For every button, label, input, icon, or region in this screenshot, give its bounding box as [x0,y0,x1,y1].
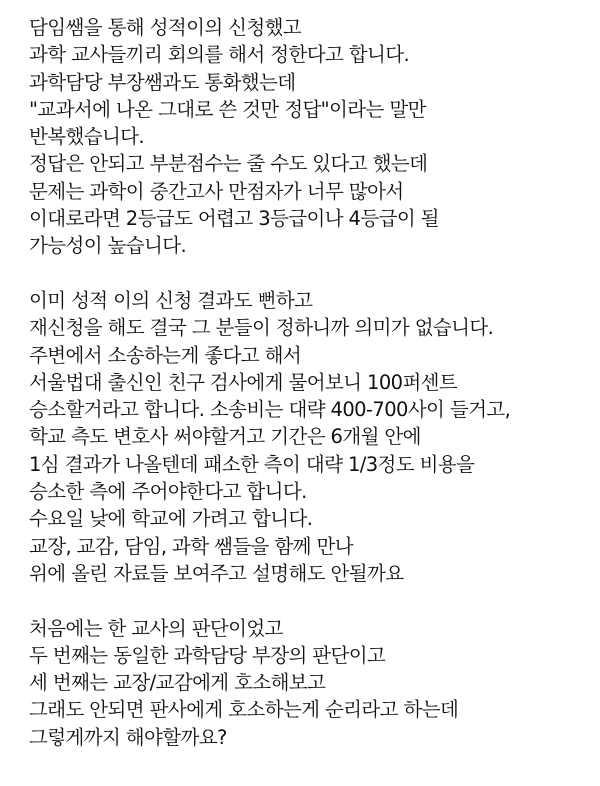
text-line: 두 번째는 동일한 과학담당 부장의 판단이고 [29,643,386,667]
text-line: 정답은 안되고 부분점수는 줄 수도 있다고 했는데 [29,152,428,176]
paragraph [29,287,589,587]
text-line: 서울법대 출신인 친구 검사에게 물어보니 100퍼센트 [29,370,458,394]
text-line: 주변에서 소송하는게 좋다고 해서 [29,343,302,367]
text-line: 수요일 낮에 학교에 가려고 합니다. [29,507,313,531]
text-line: 과학 교사들끼리 회의를 해서 정한다고 합니다. [29,43,410,67]
text-line: "교과서에 나온 그대로 쓴 것만 정답"이라는 말만 [29,97,426,121]
text-line: 이대로라면 2등급도 어렵고 3등급이나 4등급이 될 [29,207,439,231]
text-line: 교장, 교감, 담임, 과학 쌤들을 함께 만나 [29,534,353,558]
text-line: 그래도 안되면 판사에게 호소하는게 순리라고 하는데 [29,698,459,722]
text-line: 1심 결과가 나올텐데 패소한 측이 대략 1/3정도 비용을 [29,452,475,476]
post-body [29,14,589,751]
text-line: 문제는 과학이 중간고사 만점자가 너무 많아서 [29,179,404,203]
text-line: 반복했습니다. [29,125,145,149]
paragraph-gap [29,260,589,287]
text-line: 학교 측도 변호사 써야할거고 기간은 6개월 안에 [29,425,421,449]
paragraph [29,14,589,260]
paragraph-gap [29,587,589,614]
text-line: 재신청을 해도 결국 그 분들이 정하니까 의미가 없습니다. [29,316,494,340]
text-line: 과학담당 부장쌤과도 통화했는데 [29,70,296,94]
text-line: 가능성이 높습니다. [29,234,187,258]
text-line: 그렇게까지 해야할까요? [29,725,227,749]
text-line: 이미 성적 이의 신청 결과도 뻔하고 [29,288,313,312]
text-line: 승소할거라고 합니다. 소송비는 대략 400-700사이 들거고, [29,398,511,422]
text-line: 승소한 측에 주어야한다고 합니다. [29,480,307,504]
text-line: 담임쌤을 통해 성적이의 신청했고 [29,16,302,39]
text-line: 위에 올린 자료들 보여주고 설명해도 안될까요 [29,561,404,585]
text-line: 처음에는 한 교사의 판단이었고 [29,616,283,640]
paragraph [29,615,589,751]
text-line: 세 번째는 교장/교감에게 호소해보고 [29,671,326,695]
